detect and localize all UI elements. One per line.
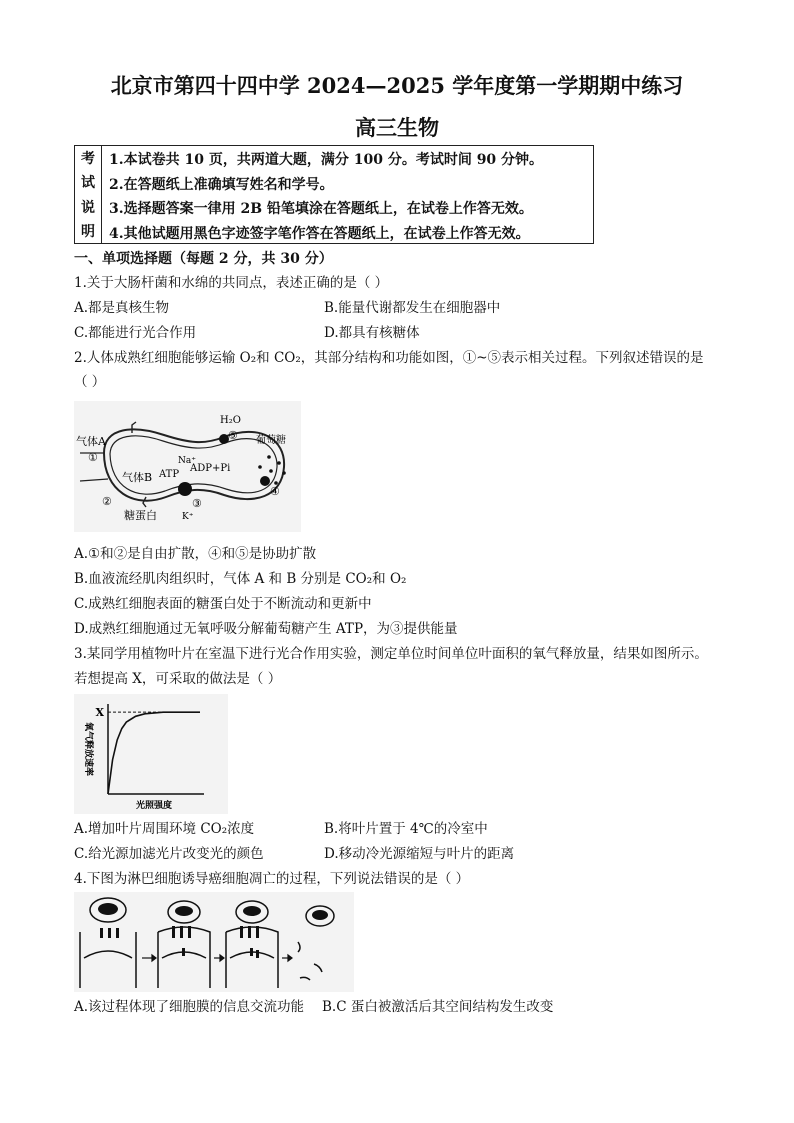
q3-option-c: C.给光源加滤光片改变光的颜色 [74,846,264,862]
notice-item: 4.其他试题用黑色字迹签字笔作答在答题纸上，在试卷上作答无效。 [109,225,530,242]
notice-item: 2.在答题纸上准确填写姓名和学号。 [109,176,334,193]
q1-stem: 1.关于大肠杆菌和水绵的共同点，表述正确的是（ ） [74,275,389,291]
q2-option-b: B.血液流经肌肉组织时，气体 A 和 B 分别是 CO₂和 O₂ [74,571,407,587]
q4-option-b: B.C 蛋白被激活后其空间结构发生改变 [322,999,554,1015]
label-process-1: ① [88,451,98,464]
q1-option-c: C.都能进行光合作用 [74,325,197,341]
q2-stem-line2: （ ） [74,374,106,390]
q1-option-d: D.都具有核糖体 [324,325,420,341]
q1-option-b: B.能量代谢都发生在细胞器中 [324,300,501,316]
notice-side-char: 说 [81,199,95,216]
notice-side-char: 考 [81,151,95,168]
q3-stem-line2: 若想提高 X，可采取的做法是（ ） [74,671,282,687]
label-k: K⁺ [182,512,194,522]
label-glycoprotein: 糖蛋白 [124,509,157,522]
q2-red-cell-figure [74,401,301,532]
glucose-carrier [260,476,270,486]
exam-title: 北京市第四十四中学 2024—2025 学年度第一学期期中练习 [110,73,684,98]
label-glucose: 葡萄糖 [256,435,286,446]
exam-notice-box [74,145,594,244]
arrow-2 [80,479,108,481]
na-k-pump [178,482,192,496]
q4-stem: 4.下图为淋巴细胞诱导癌细胞凋亡的过程，下列说法错误的是（ ） [74,871,470,887]
label-h2o: H₂O [220,415,241,426]
q3-stem-line1: 3.某同学用植物叶片在室温下进行光合作用实验，测定单位时间单位叶面积的氧气释放量，结果如图所示。 [74,646,708,662]
q4-option-a: A.该过程体现了细胞膜的信息交流功能 [74,999,305,1015]
label-process-2: ② [102,495,112,508]
cancer-cell-2 [158,927,210,988]
notice-side-char: 明 [81,223,95,240]
label-gas-a: 气体A [76,435,106,448]
q3-option-d: D.移动冷光源缩短与叶片的距离 [324,846,515,862]
chart-ref-label: X [95,706,104,720]
label-process-4: ④ [270,485,280,498]
q1-option-a: A.都是真核生物 [74,300,170,316]
q3-light-curve-chart [74,694,228,814]
notice-item: 3.选择题答案一律用 2B 铅笔填涂在答题纸上，在试卷上作答无效。 [109,201,533,217]
cancer-cell-fragments [298,942,322,980]
q2-option-d: D.成熟红细胞通过无氧呼吸分解葡萄糖产生 ATP，为③提供能量 [74,621,458,637]
cancer-cell-3 [226,927,278,988]
chart-series-line [108,712,200,794]
cancer-cell-1 [80,932,136,988]
q3-option-a: A.增加叶片周围环境 CO₂浓度 [74,821,255,837]
notice-item: 1.本试卷共 10 页，共两道大题，满分 100 分。考试时间 90 分钟。 [109,152,544,168]
label-gas-b: 气体B [122,471,153,484]
chart-x-label: 光照强度 [135,801,173,811]
q3-option-b: B.将叶片置于 4℃的冷室中 [324,821,488,837]
q2-stem-line1: 2.人体成熟红细胞能够运输 O₂和 CO₂，其部分结构和功能如图，①~⑤表示相关过程。下列叙述错误的是 [74,350,704,366]
label-process-5: ⑤ [228,429,238,442]
exam-subtitle: 高三生物 [355,115,439,140]
notice-side-char: 试 [81,175,95,192]
q2-option-a: A.①和②是自由扩散，④和⑤是协助扩散 [74,546,317,562]
notice-items [109,148,589,246]
q2-option-c: C.成熟红细胞表面的糖蛋白处于不断流动和更新中 [74,596,372,612]
chart-y-label: 氧气释放速率 [83,721,93,777]
q4-apoptosis-figure [74,892,354,992]
notice-side-label [75,146,102,243]
section-heading: 一、单项选择题（每题 2 分，共 30 分） [74,251,333,267]
label-process-3: ③ [192,497,202,510]
label-atp: ATP [159,469,180,480]
label-na: Na⁺ [178,456,196,466]
label-adp: ADP+Pi [190,463,231,474]
